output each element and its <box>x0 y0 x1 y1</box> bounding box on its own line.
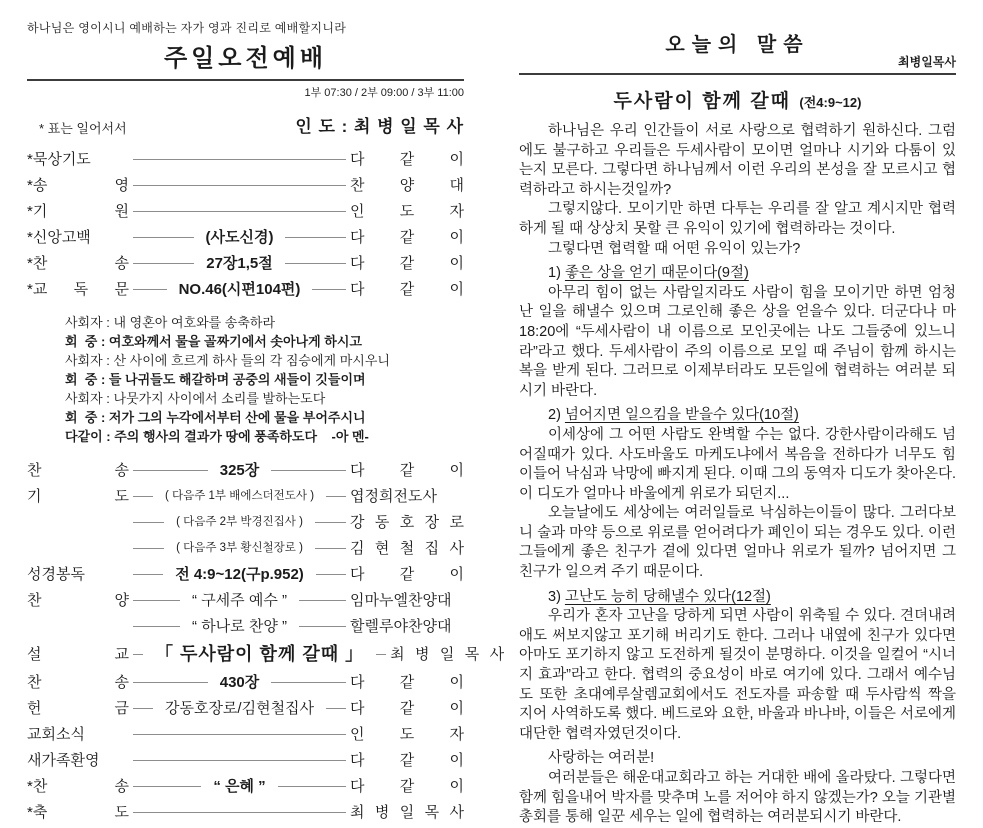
page-title-worship: 주일오전예배 <box>163 45 328 72</box>
order-item-detail: (사도신경) <box>205 228 274 246</box>
leader-line <box>326 496 346 497</box>
leader-line <box>133 708 153 709</box>
sermon-body <box>519 122 956 828</box>
leader-line <box>315 522 346 523</box>
leader-line <box>133 600 180 601</box>
order-item-performer: 다 같 이 <box>350 751 464 769</box>
order-item-performer: 최 병 일 목 사 <box>390 645 505 663</box>
sermon-page <box>519 0 956 828</box>
order-item-label: 찬 양 <box>27 591 129 609</box>
order-row <box>27 456 464 482</box>
sermon-paragraph: 우리가 혼자 고난을 당하게 되면 사람이 위축될 수 있다. 견뎌내려 애도 써보지않고 포기해 버리기도 한다. 그러나 내옆에 친구가 있다면 아마도 포기하지 않고 도전하게 될것이 분명하다. 이것을 일컬어 “시너지 효과”라고 한다. 협력의 중요성이 바로 여기에 있다. 그래서 예수님도 또한 초대예루살렘교회에서도 전도자를 파송할 때 두사람씩 짝을 지어 사역하도록 했다. 베드로와 요한, 바울과 바나바, 이들은 서로에게 대단한 협력자였던것이다. <box>519 608 956 742</box>
sermon-paragraph: 그렇다면 협력할 때 어떤 유익이 있는가? <box>548 240 801 257</box>
order-item-label: 교회소식 <box>27 725 85 743</box>
leader-line <box>326 708 346 709</box>
point-title: 좋은 상을 얻기 때문이다(9절) <box>564 265 749 282</box>
order-item-performer: 할렐루야찬양대 <box>350 617 452 635</box>
reading-line: 사회자 : 내 영혼아 여호와를 송축하라 <box>65 315 276 330</box>
order-row <box>27 720 464 746</box>
order-item-detail: “ 하나로 찬양 ” <box>192 617 287 635</box>
leader-line <box>376 654 386 655</box>
order-item-performer: 다 같 이 <box>350 461 464 479</box>
order-row <box>27 534 464 560</box>
point-number: 3) <box>548 588 565 605</box>
order-row <box>27 249 464 275</box>
service-leader: 인 도 : 최 병 일 목 사 <box>295 117 464 136</box>
order-row <box>27 772 464 798</box>
order-item-detail: 325장 <box>219 461 260 479</box>
stand-note: * 표는 일어서서 <box>39 121 127 136</box>
point-number: 2) <box>548 407 565 424</box>
leader-line <box>133 654 143 655</box>
order-item-performer: 인 도 자 <box>350 725 464 743</box>
order-item-detail: 27장1,5절 <box>206 254 273 272</box>
order-row <box>27 612 464 638</box>
leader-line <box>133 263 194 264</box>
leader-line <box>133 548 164 549</box>
order-row <box>27 197 464 223</box>
pastor-name: 최병일목사 <box>898 55 956 69</box>
order-item-detail: 강동호장로/김현철집사 <box>164 699 315 717</box>
leader-line <box>133 626 180 627</box>
order-item-detail: 「 두사람이 함께 갈때 」 <box>155 644 365 664</box>
order-item-performer: 다 같 이 <box>350 673 464 691</box>
leader-line <box>316 574 346 575</box>
sermon-point-heading <box>519 264 956 284</box>
leader-line <box>133 159 346 160</box>
leader-line <box>133 470 208 471</box>
leader-line <box>133 496 153 497</box>
order-item-performer: 다 같 이 <box>350 254 464 272</box>
order-item-performer: 인 도 자 <box>350 202 464 220</box>
order-rows-bottom <box>27 456 505 824</box>
order-item-performer: 엽정희전도사 <box>350 487 437 505</box>
sermon-paragraph: 사랑하는 여러분! <box>548 750 655 767</box>
order-item-label: *찬 송 <box>27 254 129 272</box>
order-item-performer: 다 같 이 <box>350 777 465 795</box>
leader-line <box>278 786 346 787</box>
leader-line <box>133 211 346 212</box>
leader-line <box>133 522 164 523</box>
order-row <box>27 171 464 197</box>
sermon-paragraph: 그렇지않다. 모이기만 하면 다투는 우리를 잘 알고 계시지만 협력하게 될 때 상상치 못할 큰 유익이 있기에 협력하라는 것이다. <box>519 201 956 237</box>
stand-note-row <box>27 112 464 137</box>
order-item-detail: ( 다음주 3부 황신철장로 ) <box>176 542 303 554</box>
order-item-performer: 임마누엘찬양대 <box>350 591 452 609</box>
order-item-detail: “ 구세주 예수 ” <box>192 591 287 609</box>
scripture-motto: 하나님은 영이시니 예배하는 자가 영과 진리로 예배할지니라 <box>27 21 347 35</box>
order-item-label: *묵상기도 <box>27 150 91 168</box>
order-item-label: *찬 송 <box>27 777 129 795</box>
reading-line: 회 중 : 저가 그의 누각에서부터 산에 물을 부어주시니 <box>65 410 366 425</box>
sermon-point-heading <box>519 588 956 608</box>
order-row <box>27 668 464 694</box>
sermon-paragraph: 아무리 힘이 없는 사람일지라도 사람이 힘을 모이기만 하면 엄청난 일을 해낼수 있으며 그로인해 좋은 상을 얻을수 있다. 더군다나 마18:20에 “두세사람이 내 이름으로 모인곳에는 나도 그들중에 있느니라”라고 했다. 두세사람이 주의 이름으로 모일 때 주님이 함께 하시는 복을 받게 된다. 그러므로 이제부터라도 모든일에 협력하는 여러분 되시기 바란다. <box>519 284 956 399</box>
order-row <box>27 560 464 586</box>
reading-line: 사회자 : 산 사이에 흐르게 하사 들의 각 짐승에게 마시우니 <box>65 353 390 368</box>
title-divider <box>519 73 956 75</box>
sermon-paragraph: 하나님은 우리 인간들이 서로 사랑으로 협력하기 원하신다. 그럼에도 불구하고 우리들은 두세사람이 모이면 얼마나 시기와 다툼이 있는지 모른다. 그렇다면 하나님께서 이런 우리의 본성을 잘 모르시고 협력하라고 하시는것일까? <box>519 123 956 198</box>
leader-line <box>133 289 167 290</box>
order-item-label: 성경봉독 <box>27 565 85 583</box>
leader-line <box>133 237 194 238</box>
title-divider <box>27 79 464 81</box>
leader-line <box>271 682 346 683</box>
order-row <box>27 638 505 668</box>
leader-line <box>133 734 346 735</box>
leader-line <box>315 548 346 549</box>
order-item-performer: 다 같 이 <box>350 280 464 298</box>
sermon-paragraph: 여러분들은 해운대교회라고 하는 거대한 배에 올라탔다. 그렇다면 함께 힘을내어 박자를 맞추며 노를 저어야 하지 않겠는가? 오늘 기관별총회를 통해 일꾼 세우는 일에 협력하는 여러분되시기 바란다. <box>519 770 956 826</box>
order-item-detail: NO.46(시편104편) <box>178 280 301 298</box>
leader-line <box>285 237 346 238</box>
order-item-label: 새가족환영 <box>27 751 100 769</box>
leader-line <box>133 760 346 761</box>
order-item-performer: 강 동 호 장 로 <box>350 513 465 531</box>
order-item-label: *신앙고백 <box>27 228 91 246</box>
sermon-paragraph: 오늘날에도 세상에는 여러일들로 낙심하는이들이 많다. 그러다보니 술과 마약 등으로 위로를 얻어려다가 폐인이 되는 경우도 있다. 이런 그들에게 좋은 친구가 곁에 있다면 얼마나 위로가 될까? 넘어지면 그 친구가 일으켜 주기 때문이다. <box>519 505 956 581</box>
order-item-performer: 찬 양 대 <box>350 176 464 194</box>
reading-line: 다같이 : 주의 행사의 결과가 땅에 풍족하도다 -아 멘- <box>65 429 369 444</box>
order-item-label: *기 원 <box>27 202 129 220</box>
order-item-label: 기 도 <box>27 487 129 505</box>
order-item-detail: 430장 <box>219 673 260 691</box>
reading-line: 사회자 : 나뭇가지 사이에서 소리를 발하는도다 <box>65 391 326 406</box>
order-item-label: *교 독 문 <box>27 280 129 298</box>
order-item-performer: 최 병 일 목 사 <box>350 803 464 821</box>
leader-line <box>133 682 208 683</box>
sermon-paragraph: 이세상에 그 어떤 사람도 완벽할 수는 없다. 강한사람이라해도 넘어질때가 있다. 사도바울도 마케도냐에서 복음을 전하다가 너무도 힘이들어 낙심과 낙망에 빠지게 된다. 이때 그의 동역자 디도가 찾아온다. 이 디도가 얼마나 바울에게 위로가 되던지... <box>519 426 956 502</box>
order-item-performer: 다 같 이 <box>350 228 465 246</box>
order-item-detail: ( 다음주 1부 배에스더전도사 ) <box>164 490 315 502</box>
order-row <box>27 223 464 249</box>
order-row <box>27 798 464 824</box>
order-item-detail: “ 은혜 ” <box>213 777 266 795</box>
sermon-scripture-ref: (전4:9~12) <box>799 95 862 110</box>
order-item-label: 설 교 <box>27 645 129 663</box>
order-item-label: *축 도 <box>27 803 129 821</box>
order-row <box>27 275 464 301</box>
order-item-label: 찬 송 <box>27 461 129 479</box>
order-item-label: *송 영 <box>27 176 129 194</box>
point-title: 넘어지면 일으킴을 받을수 있다(10절) <box>564 407 799 424</box>
service-times: 1부 07:30 / 2부 09:00 / 3부 11:00 <box>304 87 464 99</box>
order-row <box>27 694 464 720</box>
order-row <box>27 508 464 534</box>
order-rows-top <box>27 145 464 301</box>
order-item-performer: 다 같 이 <box>350 150 464 168</box>
point-title: 고난도 능히 당해낼수 있다(12절) <box>564 588 771 605</box>
sermon-point-heading <box>519 406 956 426</box>
sermon-title: 두사람이 함께 갈때 <box>613 91 791 112</box>
sermon-title-line <box>519 86 956 113</box>
leader-line <box>299 626 346 627</box>
reading-line: 회 중 : 들 나귀들도 해갈하며 공중의 새들이 깃들이며 <box>65 372 366 387</box>
page-title-message: 오늘의 말씀 <box>665 34 810 56</box>
order-item-performer: 김 현 철 집 사 <box>350 539 465 557</box>
order-item-label: 헌 금 <box>27 699 129 717</box>
order-row <box>27 145 464 171</box>
order-item-detail: ( 다음주 2부 박경진집사 ) <box>176 516 303 528</box>
order-item-label: 찬 송 <box>27 673 129 691</box>
leader-line <box>285 263 346 264</box>
leader-line <box>133 786 201 787</box>
order-item-detail: 전 4:9~12(구p.952) <box>175 565 304 583</box>
worship-order-page <box>27 0 505 824</box>
order-item-performer: 다 같 이 <box>350 565 464 583</box>
order-row <box>27 746 464 772</box>
order-item-performer: 다 같 이 <box>350 699 465 717</box>
order-row <box>27 586 464 612</box>
point-number: 1) <box>548 265 565 282</box>
reading-line: 회 중 : 여호와께서 물을 골짜기에서 솟아나게 하시고 <box>65 334 362 349</box>
leader-line <box>271 470 346 471</box>
leader-line <box>312 289 346 290</box>
order-row <box>27 482 464 508</box>
responsive-reading <box>65 313 464 446</box>
leader-line <box>133 574 163 575</box>
leader-line <box>133 812 346 813</box>
leader-line <box>133 185 346 186</box>
leader-line <box>299 600 346 601</box>
